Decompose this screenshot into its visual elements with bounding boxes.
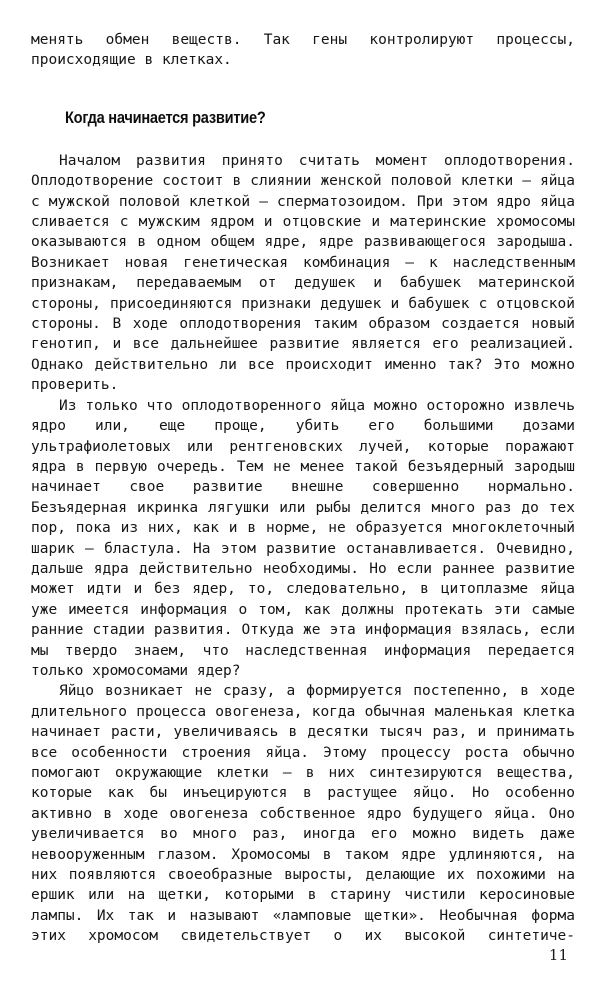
text-line: менять обмен веществ. Так гены контролируют процессы, bbox=[31, 32, 575, 48]
paragraph-3: Яйцо возникает не сразу, а формируется постепенно, в ходе длительного процесса овогенеза, когда обычная маленькая клетка начинает расти, увеличиваясь в десятки тысяч раз, и принимать все особенности строения яйца. Этому процессу роста обычно помогают окружающие клетки — в них синтезируются вещества, которые как бы инъецируются в растущее яйцо. Но особенно активно в ходе овогенеза собственное ядро будущего яйца. Оно увеличивается во много раз, иногда его можно видеть даже невооруженным глазом. Хромосомы в таком ядре удлиняются, на них появляются своеобразные выросты, делающие их похожими на ершик или на щетки, которыми в старину чистили керосиновые лампы. Их так и называют «ламповые щетки». Необычная форма этих хромосом свидетельствует о их высокой синтетиче- bbox=[31, 683, 575, 945]
paragraph-2: Из только что оплодотворенного яйца можно осторожно извлечь ядро или, еще проще, убить его большими дозами ультрафиолетовых или рентгеновских лучей, которые поражают ядра в первую очередь. Тем не менее такой безъядерный зародыш начинает свое развитие внешне совершенно нормально. Безъядерная икринка лягушки или рыбы делится много раз до тех пор, пока из них, как и в норме, не образуется многоклеточный шарик — бластула. На этом развитие останавливается. Очевидно, дальше ядра действительно необходимы. Но если раннее развитие может идти и без ядер, то, следовательно, в цитоплазме яйца уже имеется информация о том, как должны протекать эти самые ранние стадии развития. Откуда же эта информация взялась, если мы твердо знаем, что наследственная информация передается только хромосомами ядер? bbox=[31, 397, 575, 679]
continued-text-end bbox=[31, 50, 575, 70]
paragraph-1: Началом развития принято считать момент оплодотворения. Оплодотворение состоит в слиянии женской половой клетки — яйца с мужской половой клеткой — сперматозоидом. При этом ядро яйца сливается с мужским ядром и отцовские и материнские хромосомы оказываются в одном общем ядре, ядре развивающегося зародыша. Возникает новая генетическая комбинация — к наследственным признакам, передаваемым от дедушек и бабушек материнской стороны, присоединяются признаки дедушек и бабушек с отцовской стороны. В ходе оплодотворения таким образом создается новый генотип, и все дальнейшее развитие является его реализацией. Однако действительно ли все происходит именно так? Это можно проверить. bbox=[31, 152, 575, 394]
continued-text bbox=[31, 30, 575, 50]
book-page bbox=[31, 30, 575, 947]
page-number: 11 bbox=[548, 946, 568, 964]
section-heading: Когда начинается развитие? bbox=[65, 107, 266, 127]
text-line: происходящие в клетках. bbox=[31, 52, 232, 69]
